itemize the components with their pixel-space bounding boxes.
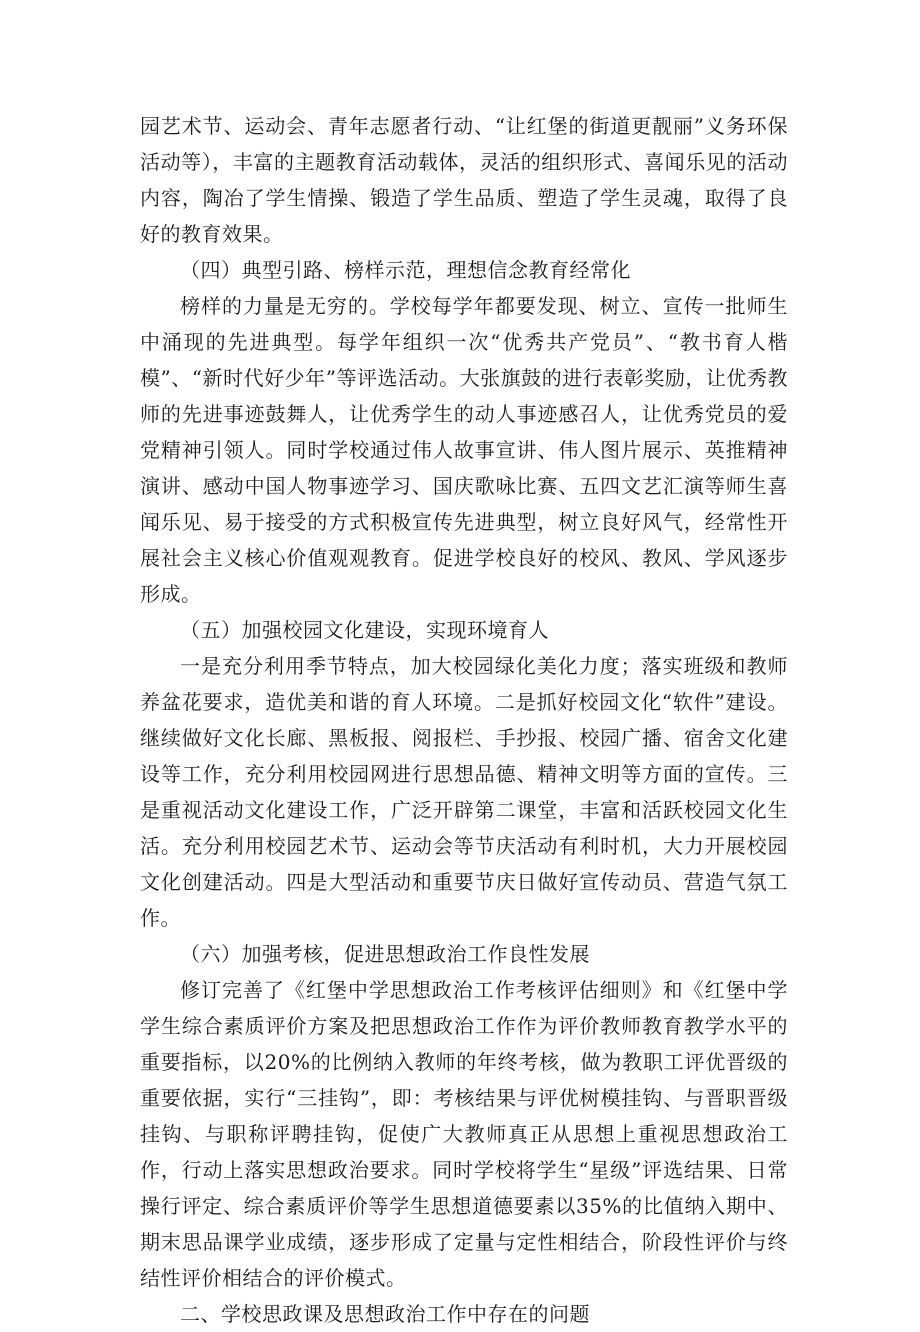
paragraph-continuation: 园艺术节、运动会、青年志愿者行动、“让红堡的街道更靓丽”义务环保活动等），丰富的主题教育活动载体，灵活的组织形式、喜闻乐见的活动内容，陶冶了学生情操、锻造了学生品质、塑造了学生灵魂，取得了良好的教育效果。 <box>140 114 788 246</box>
document-body <box>140 108 788 1332</box>
section-heading-problems: 二、学校思政课及思想政治工作中存在的问题 <box>180 1302 590 1326</box>
section-heading-five: （五）加强校园文化建设，实现环境育人 <box>180 618 549 642</box>
section-heading-six: （六）加强考核，促进思想政治工作良性发展 <box>180 942 590 966</box>
paragraph-assessment: 修订完善了《红堡中学思想政治工作考核评估细则》和《红堡中学学生综合素质评价方案及把思想政治工作作为评价教师教育教学水平的重要指标，以20%的比例纳入教师的年终考核，做为教职工评优晋级的重要依据，实行“三挂钩”，即：考核结果与评优树模挂钩、与晋职晋级挂钩、与职称评聘挂钩，促使广大教师真正从思想上重视思想政治工作，行动上落实思想政治要求。同时学校将学生“星级”评选结果、日常操行评定、综合素质评价等学生思想道德要素以35%的比值纳入期中、期末思品课学业成绩，逐步形成了定量与定性相结合，阶段性评价与终结性评价相结合的评价模式。 <box>140 978 788 1290</box>
paragraph-campus-culture: 一是充分利用季节特点，加大校园绿化美化力度；落实班级和教师养盆花要求，造优美和谐的育人环境。二是抓好校园文化“软件”建设。继续做好文化长廊、黑板报、阅报栏、手抄报、校园广播、宿舍文化建设等工作，充分利用校园网进行思想品德、精神文明等方面的宣传。三是重视活动文化建设工作，广泛开辟第二课堂，丰富和活跃校园文化生活。充分利用校园艺术节、运动会等节庆活动有利时机，大力开展校园文化创建活动。四是大型活动和重要节庆日做好宣传动员、营造气氛工作。 <box>140 654 788 930</box>
paragraph-role-models: 榜样的力量是无穷的。学校每学年都要发现、树立、宣传一批师生中涌现的先进典型。每学年组织一次“优秀共产党员”、“教书育人楷模”、“新时代好少年”等评选活动。大张旗鼓的进行表彰奖励，让优秀教师的先进事迹鼓舞人，让优秀学生的动人事迹感召人，让优秀党员的爱党精神引领人。同时学校通过伟人故事宣讲、伟人图片展示、英推精神演讲、感动中国人物事迹学习、国庆歌咏比赛、五四文艺汇演等师生喜闻乐见、易于接受的方式积极宣传先进典型，树立良好风气，经常性开展社会主义核心价值观观教育。促进学校良好的校风、教风、学风逐步形成。 <box>140 294 788 606</box>
section-heading-four: （四）典型引路、榜样示范，理想信念教育经常化 <box>180 258 631 282</box>
